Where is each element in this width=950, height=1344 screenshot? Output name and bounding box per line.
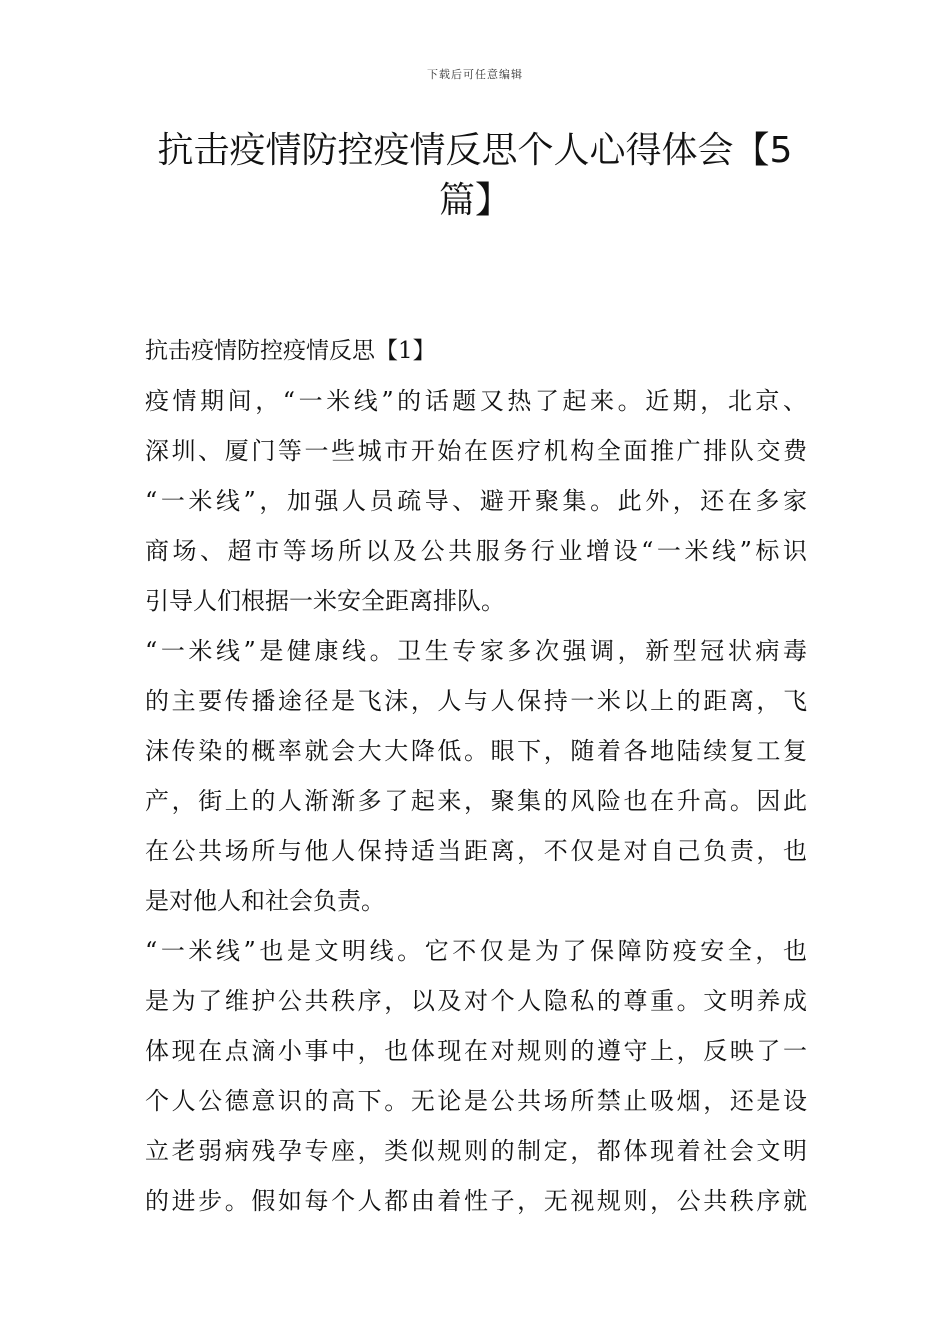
header-note: 下载后可任意编辑 (427, 68, 523, 81)
document-body (145, 326, 807, 1226)
text-line: “一米线”，加强人员疏导、避开聚集。此外，还在多家 (145, 487, 807, 515)
text-line: 是对他人和社会负责。 (145, 887, 385, 915)
text-line: 立老弱病残孕专座，类似规则的制定，都体现着社会文明 (145, 1137, 807, 1165)
text-line: 的进步。假如每个人都由着性子，无视规则，公共秩序就 (145, 1187, 807, 1215)
document-title (120, 126, 830, 226)
text-line: 沫传染的概率就会大大降低。眼下，随着各地陆续复工复 (145, 737, 807, 765)
title-line-1: 抗击疫情防控疫情反思个人心得体会【5 (157, 130, 793, 171)
text-line: 在公共场所与他人保持适当距离，不仅是对自己负责，也 (145, 837, 807, 865)
text-line: 疫情期间，“一米线”的话题又热了起来。近期，北京、 (145, 387, 807, 415)
text-line: 体现在点滴小事中，也体现在对规则的遵守上，反映了一 (145, 1037, 807, 1065)
text-line: “一米线”是健康线。卫生专家多次强调，新型冠状病毒 (145, 637, 807, 665)
paragraph-1 (145, 376, 807, 626)
paragraph-2 (145, 626, 807, 926)
text-line: 引导人们根据一米安全距离排队。 (145, 587, 505, 615)
section-heading: 抗击疫情防控疫情反思【1】 (145, 338, 436, 364)
text-line: 是为了维护公共秩序，以及对个人隐私的尊重。文明养成 (145, 987, 807, 1015)
text-line: 产，街上的人渐渐多了起来，聚集的风险也在升高。因此 (145, 787, 807, 815)
text-line: 商场、超市等场所以及公共服务行业增设“一米线”标识 (145, 537, 807, 565)
text-line: “一米线”也是文明线。它不仅是为了保障防疫安全，也 (145, 937, 807, 965)
text-line: 个人公德意识的高下。无论是公共场所禁止吸烟，还是设 (145, 1087, 807, 1115)
paragraph-3 (145, 926, 807, 1226)
title-line-2: 篇】 (438, 180, 511, 221)
text-line: 深圳、厦门等一些城市开始在医疗机构全面推广排队交费 (145, 437, 807, 465)
text-line: 的主要传播途径是飞沫，人与人保持一米以上的距离，飞 (145, 687, 807, 715)
